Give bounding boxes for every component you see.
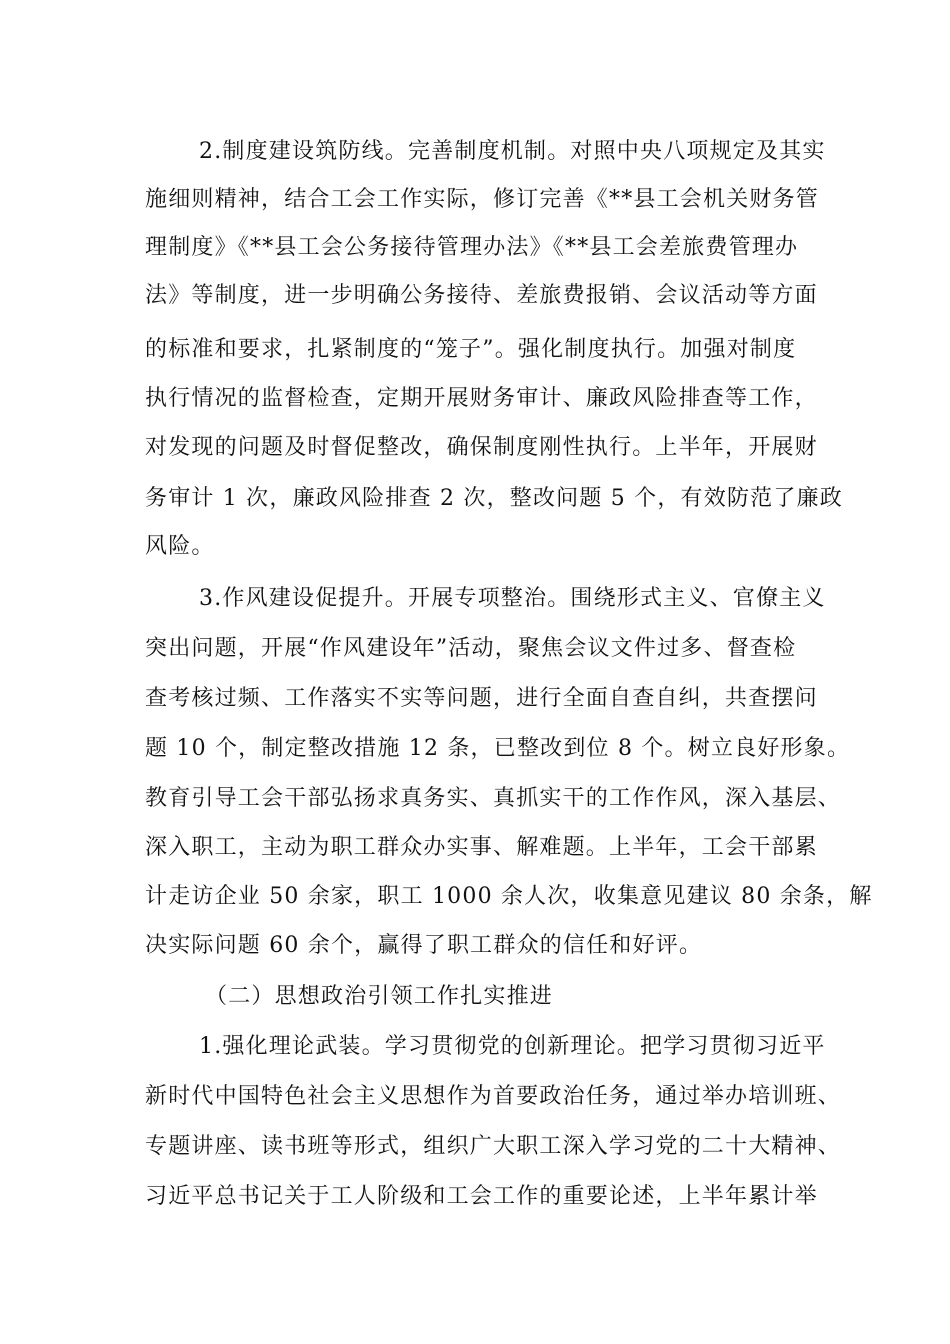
paragraph-line: 务审计 1 次，廉政风险排查 2 次，整改问题 5 个，有效防范了廉政 (145, 486, 843, 511)
paragraph-line: 对发现的问题及时督促整改，确保制度刚性执行。上半年，开展财 (145, 435, 818, 460)
paragraph-line: 习近平总书记关于工人阶级和工会工作的重要论述，上半年累计举 (145, 1184, 818, 1209)
section-heading: （二）思想政治引领工作扎实推进 (205, 984, 554, 1009)
paragraph-line: 题 10 个，制定整改措施 12 条，已整改到位 8 个。树立良好形象。 (145, 736, 851, 761)
paragraph-line: 施细则精神，结合工会工作实际，修订完善《**县工会机关财务管 (145, 187, 820, 212)
paragraph-line: 突出问题，开展“作风建设年”活动，聚焦会议文件过多、督查检 (145, 636, 797, 661)
paragraph-line: 教育引导工会干部弘扬求真务实、真抓实干的工作作风，深入基层、 (145, 786, 842, 811)
paragraph-line: 3.作风建设促提升。开展专项整治。围绕形式主义、官僚主义 (199, 586, 826, 611)
paragraph-line: 查考核过频、工作落实不实等问题，进行全面自查自纠，共查摆问 (145, 686, 818, 711)
paragraph-line: 计走访企业 50 余家，职工 1000 余人次，收集意见建议 80 余条，解 (145, 884, 873, 909)
paragraph-line: 专题讲座、读书班等形式，组织广大职工深入学习党的二十大精神、 (145, 1134, 842, 1159)
paragraph-line: 风险。 (145, 534, 215, 559)
paragraph-line: 法》等制度，进一步明确公务接待、差旅费报销、会议活动等方面 (145, 283, 818, 308)
paragraph-line: 执行情况的监督检查，定期开展财务审计、廉政风险排查等工作， (145, 386, 818, 411)
paragraph-line: 1.强化理论武装。学习贯彻党的创新理论。把学习贯彻习近平 (199, 1034, 826, 1059)
paragraph-line: 新时代中国特色社会主义思想作为首要政治任务，通过举办培训班、 (145, 1084, 842, 1109)
paragraph-line: 的标准和要求，扎紧制度的“笼子”。强化制度执行。加强对制度 (145, 337, 797, 362)
paragraph-line: 理制度》《**县工会公务接待管理办法》《**县工会差旅费管理办 (145, 235, 799, 260)
paragraph-line: 深入职工，主动为职工群众办实事、解难题。上半年，工会干部累 (145, 835, 818, 860)
paragraph-line: 2.制度建设筑防线。完善制度机制。对照中央八项规定及其实 (199, 139, 826, 164)
paragraph-line: 决实际问题 60 余个，赢得了职工群众的信任和好评。 (145, 933, 703, 958)
